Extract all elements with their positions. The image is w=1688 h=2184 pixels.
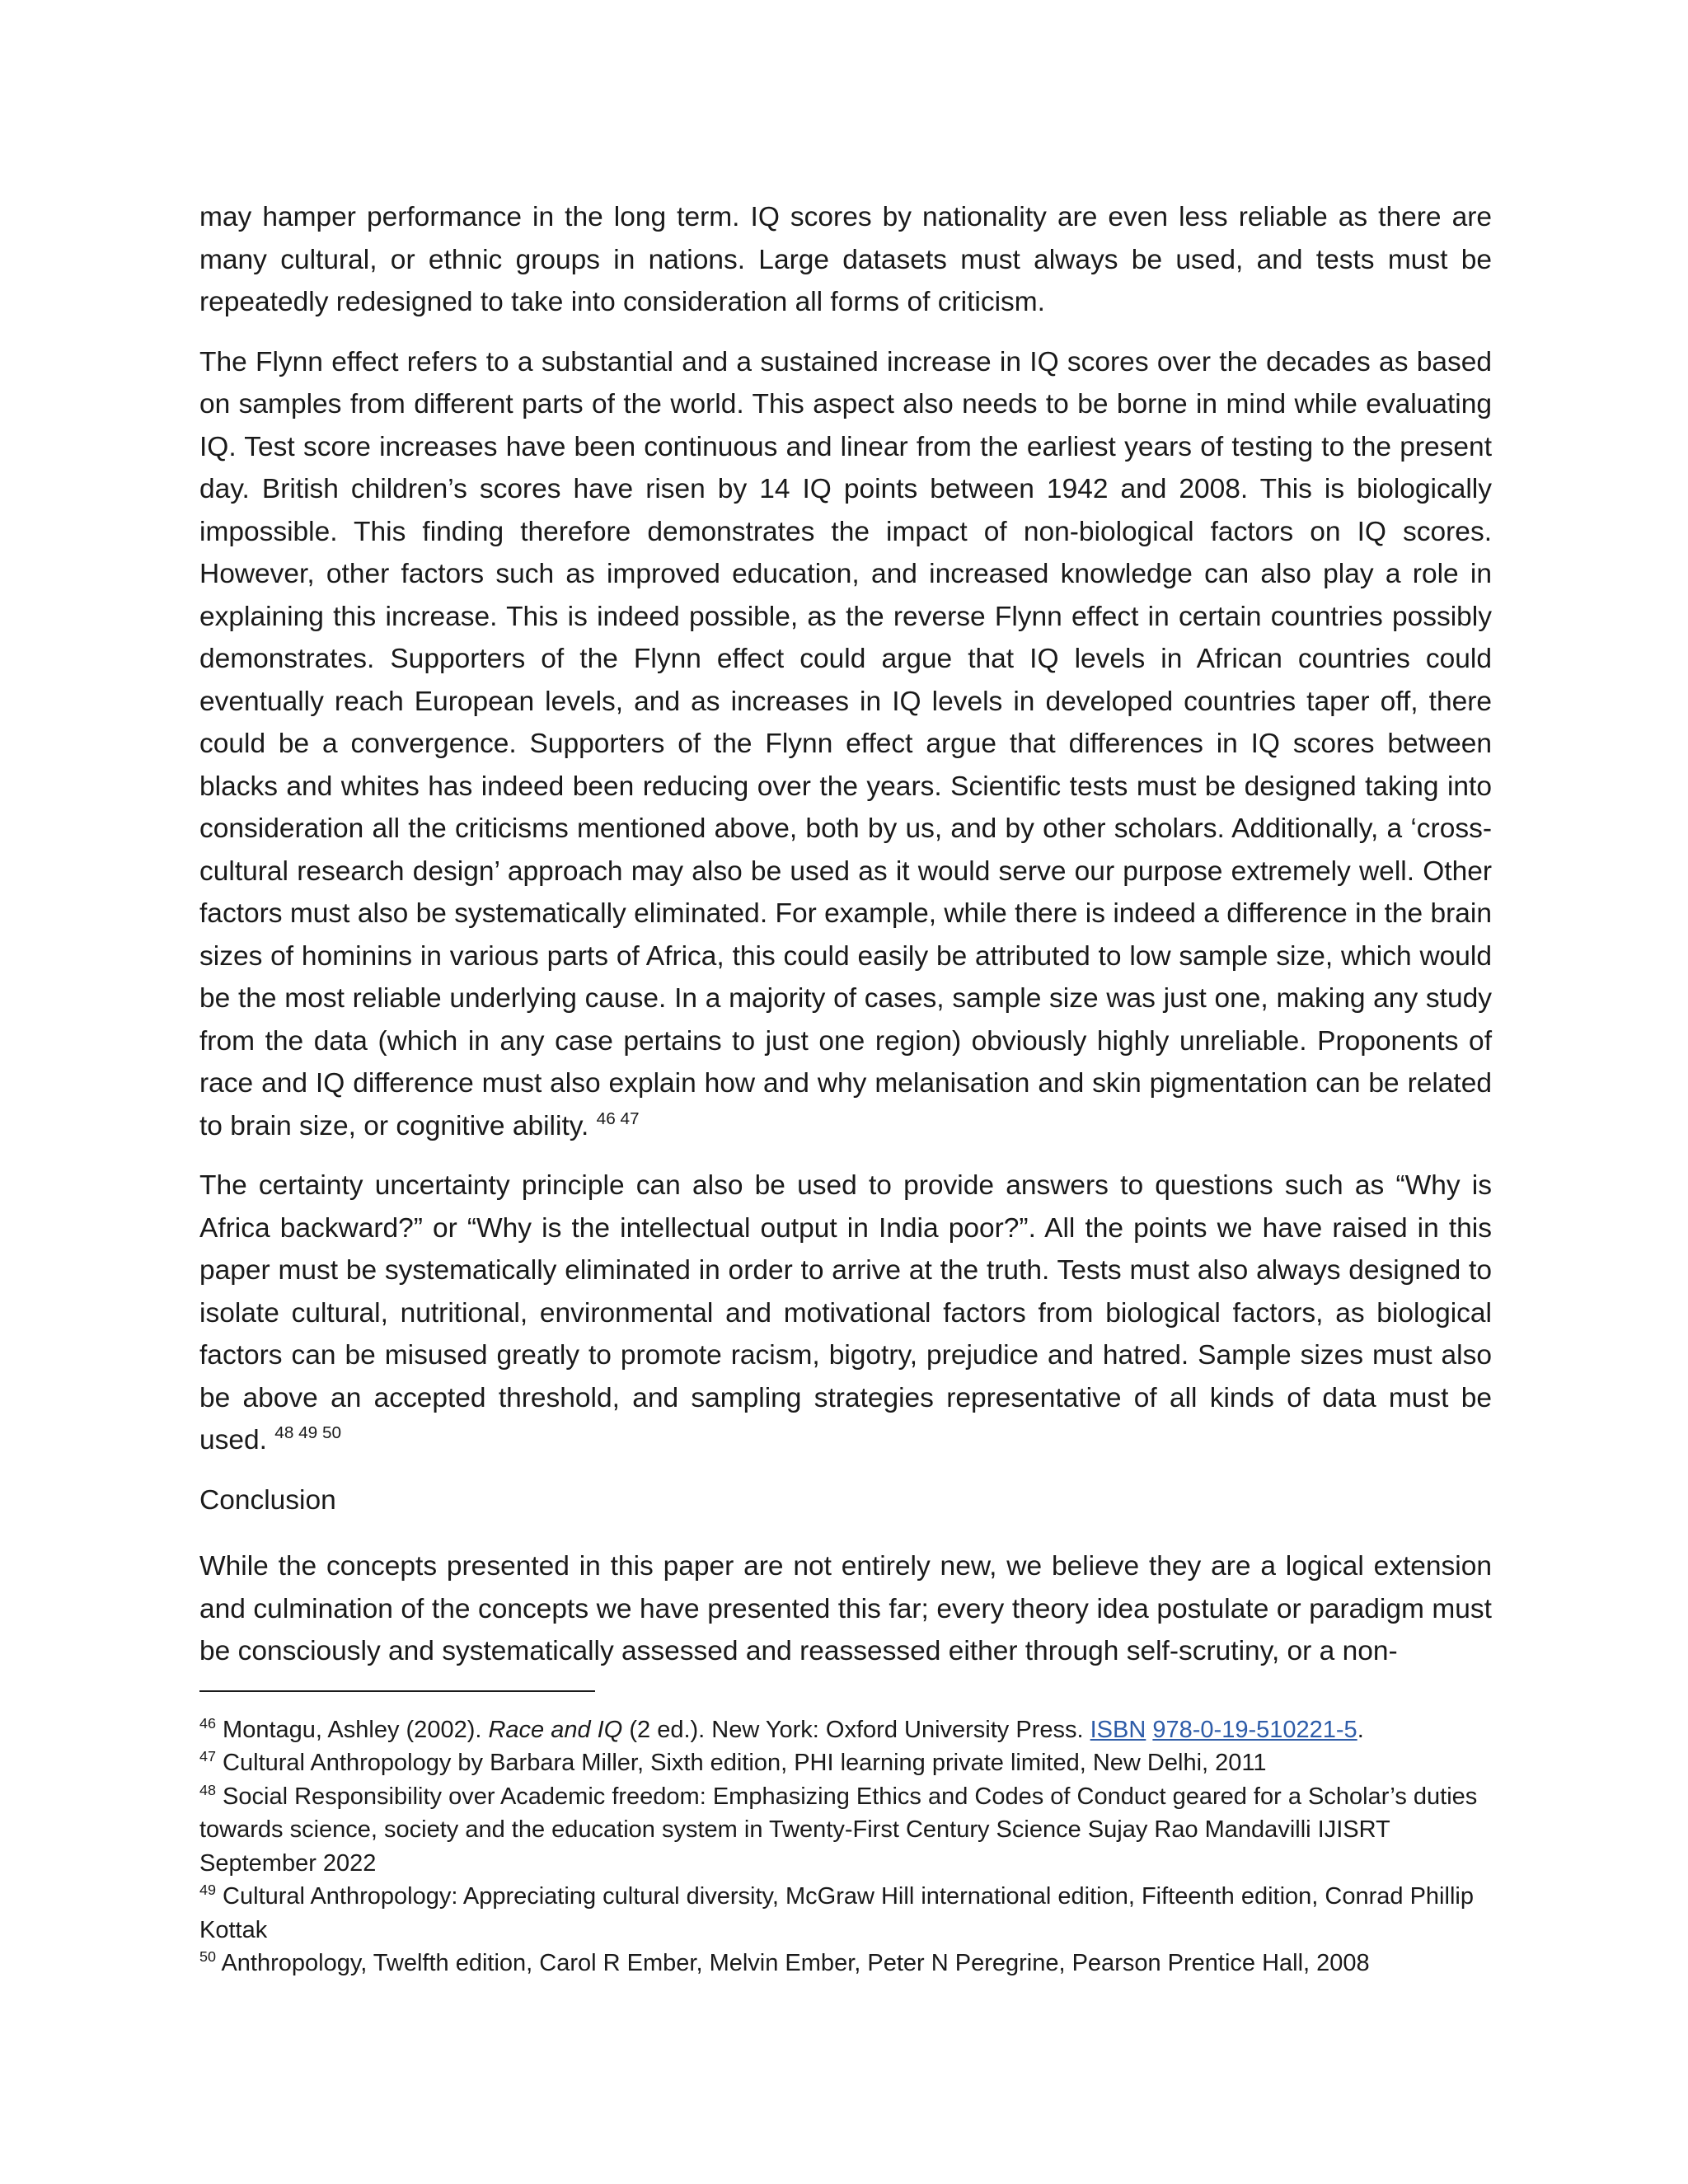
footnote-text: . xyxy=(1357,1716,1364,1743)
footnote-text: Montagu, Ashley (2002). xyxy=(216,1716,489,1743)
conclusion-paragraph xyxy=(199,1545,1492,1673)
footnote-49 xyxy=(199,1880,1492,1947)
footnote-text: Cultural Anthropology by Barbara Miller, Sixth edition, PHI learning private limited, New Delhi, 2011 xyxy=(216,1750,1267,1776)
isbn-number-link[interactable]: 978-0-19-510221-5 xyxy=(1152,1716,1357,1743)
footnote-number: 50 xyxy=(199,1947,216,1965)
paragraph-text: The certainty uncertainty principle can also be used to provide answers to questions such as “Why is Africa backward?” or “Why is the intellectual output in India poor?”. All the points we have raised in this paper must be systematically eliminated in order to arrive at the truth. Tests must also always designed to isolate cultural, nutritional, environmental and motivational factors from biological factors, as biological factors can be misused greatly to promote racism, bigotry, prejudice and hatred. Sample sizes must also be above an accepted threshold, and sampling strategies representative of all kinds of data must be used. xyxy=(199,1170,1492,1455)
footnote-50 xyxy=(199,1947,1492,1980)
footnote-reference[interactable]: 46 47 xyxy=(596,1108,640,1128)
footnote-reference[interactable]: 48 49 50 xyxy=(274,1423,342,1443)
footnote-text: Social Responsibility over Academic freedom: Emphasizing Ethics and Codes of Conduct geared for a Scholar’s duties towards science, society and the education system in Twenty-First Century Science Sujay Rao Mandavilli IJISRT September 2022 xyxy=(199,1783,1478,1877)
footnote-text: Cultural Anthropology: Appreciating cultural diversity, McGraw Hill international edition, Fifteenth edition, Conrad Phillip Kottak xyxy=(199,1883,1474,1943)
footnote-number: 47 xyxy=(199,1747,216,1765)
section-heading-conclusion: Conclusion xyxy=(199,1484,336,1516)
footnote-number: 46 xyxy=(199,1714,216,1732)
document-page xyxy=(199,196,1492,1980)
footnote-number: 48 xyxy=(199,1781,216,1798)
body-paragraph-1 xyxy=(199,196,1492,324)
footnote-46 xyxy=(199,1713,1492,1747)
body-paragraph-flynn-effect xyxy=(199,341,1492,1148)
footnote-separator xyxy=(199,1690,595,1692)
footnote-text: Anthropology, Twelfth edition, Carol R Ember, Melvin Ember, Peter N Peregrine, Pearson Prentice Hall, 2008 xyxy=(216,1950,1370,1976)
paragraph-text: may hamper performance in the long term. IQ scores by nationality are even less reliable as there are many cultural, or ethnic groups in nations. Large datasets must always be used, and tests must be repeatedly redesigned to take into consideration all forms of criticism. xyxy=(199,202,1492,317)
footnote-47 xyxy=(199,1746,1492,1780)
body-paragraph-certainty-principle xyxy=(199,1165,1492,1462)
paragraph-text: While the concepts presented in this paper are not entirely new, we believe they are a logical extension and culmination of the concepts we have presented this far; every theory idea postulate or paradigm must be consciously and systematically assessed and reassessed either through self-scrutiny, or a non- xyxy=(199,1551,1492,1666)
paragraph-text: The Flynn effect refers to a substantial and a sustained increase in IQ scores over the decades as based on samples from different parts of the world. This aspect also needs to be borne in mind while evaluating IQ. Test score increases have been continuous and linear from the earliest years of testing to the present day. British children’s scores have risen by 14 IQ points between 1942 and 2008. This is biologically impossible. This finding therefore demonstrates the impact of non-biological factors on IQ scores. However, other factors such as improved education, and increased knowledge can also play a role in explaining this increase. This is indeed possible, as the reverse Flynn effect in certain countries possibly demonstrates. Supporters of the Flynn effect could argue that IQ levels in African countries could eventually reach European levels, and as increases in IQ levels in developed countries taper off, there could be a convergence. Supporters of the Flynn effect argue that differences in IQ scores between blacks and whites has indeed been reducing over the years. Scientific tests must be designed taking into consideration all the criticisms mentioned above, both by us, and by other scholars. Additionally, a ‘cross-cultural research design’ approach may also be used as it would serve our purpose extremely well. Other factors must also be systematically eliminated. For example, while there is indeed a difference in the brain sizes of hominins in various parts of Africa, this could easily be attributed to low sample size, which would be the most reliable underlying cause. In a majority of cases, sample size was just one, making any study from the data (which in any case pertains to just one region) obviously highly unreliable. Proponents of race and IQ difference must also explain how and why melanisation and skin pigmentation can be related to brain size, or cognitive ability. xyxy=(199,346,1492,1141)
isbn-link[interactable]: ISBN xyxy=(1090,1716,1146,1743)
footnote-48 xyxy=(199,1780,1492,1881)
footnote-text: (2 ed.). New York: Oxford University Press. xyxy=(622,1716,1090,1743)
footnote-number: 49 xyxy=(199,1881,216,1898)
footnote-title: Race and IQ xyxy=(488,1716,623,1743)
